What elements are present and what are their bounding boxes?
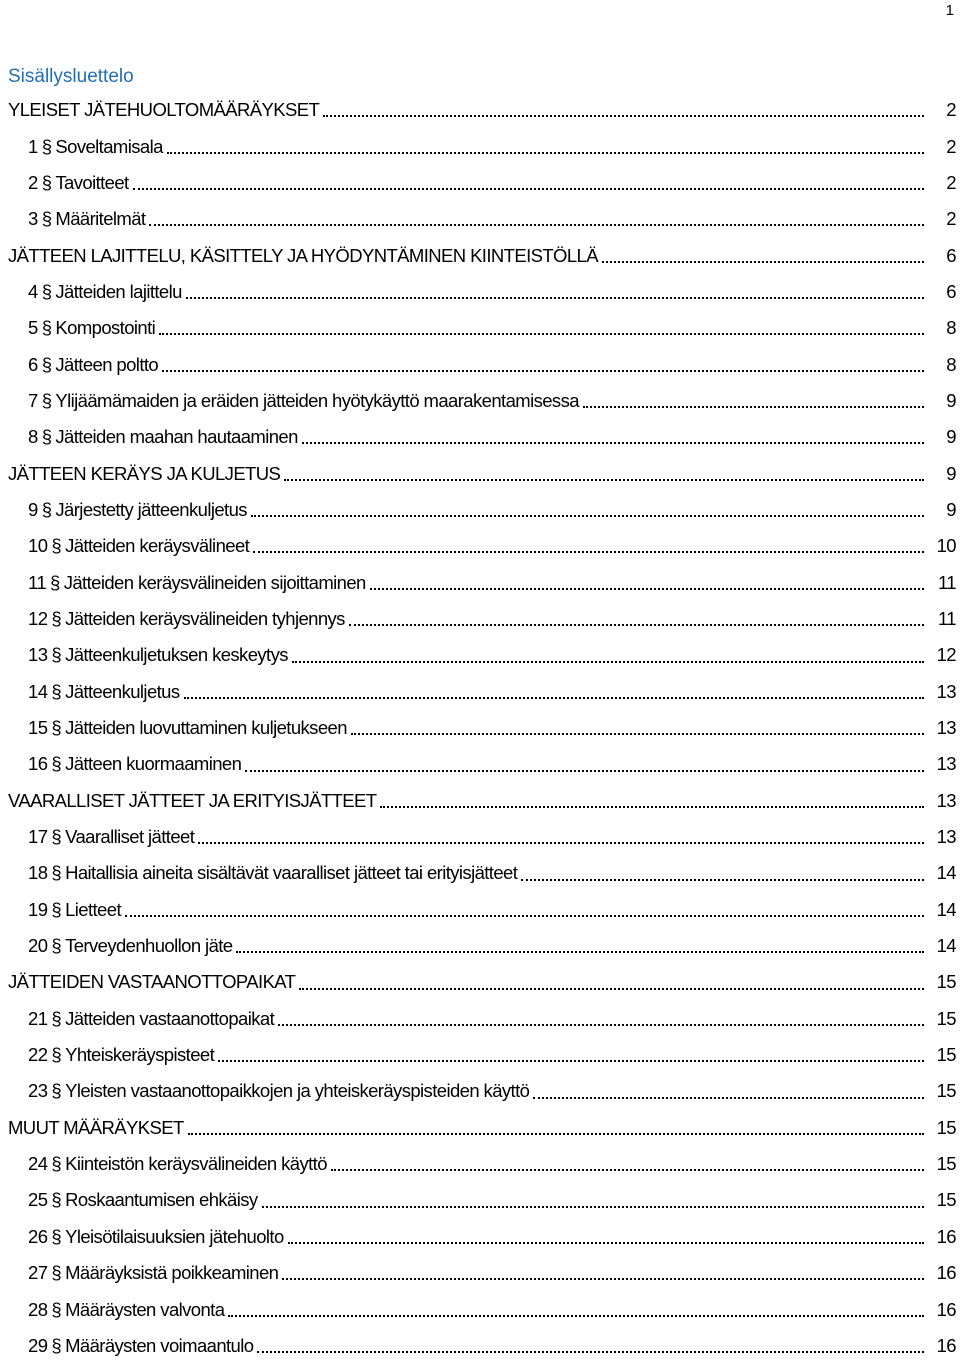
toc-entry-number: 4 bbox=[28, 280, 38, 302]
toc-entry-text bbox=[28, 899, 123, 921]
toc-entry[interactable] bbox=[0, 746, 960, 782]
toc-entry-text bbox=[8, 790, 378, 812]
toc-entry-text bbox=[28, 1189, 260, 1211]
toc-entry[interactable] bbox=[0, 710, 960, 746]
dot-leader bbox=[349, 624, 924, 626]
toc-entry-label: VAARALLISET JÄTTEET JA ERITYISJÄTTEET bbox=[8, 789, 377, 811]
toc-entry[interactable] bbox=[0, 892, 960, 928]
toc-entry-number: 29 bbox=[28, 1334, 48, 1356]
dot-leader bbox=[188, 1133, 924, 1135]
section-symbol: § bbox=[51, 898, 62, 920]
toc-entry-label: Jätteiden keräysvälineiden sijoittaminen bbox=[63, 571, 366, 593]
toc-entry-label: Jätteiden lajittelu bbox=[55, 280, 182, 302]
dot-leader bbox=[245, 770, 924, 772]
toc-entry-label: Jätteiden vastaanottopaikat bbox=[65, 1007, 275, 1029]
toc-entry-number: 23 bbox=[28, 1080, 48, 1102]
toc-entry-label: Kompostointi bbox=[55, 317, 156, 339]
toc-page-number: 13 bbox=[936, 753, 956, 775]
toc-entry[interactable] bbox=[0, 310, 960, 346]
toc-entry-label: Kiinteistön keräysvälineiden käyttö bbox=[65, 1153, 327, 1175]
toc-entry-text bbox=[28, 390, 581, 412]
toc-page-number: 13 bbox=[936, 680, 956, 702]
dot-leader bbox=[602, 261, 924, 263]
section-symbol: § bbox=[50, 571, 60, 593]
dot-leader bbox=[159, 333, 924, 335]
dot-leader bbox=[521, 879, 924, 881]
toc-page-number: 2 bbox=[946, 171, 956, 193]
toc-entry-label: JÄTTEEN KERÄYS JA KULJETUS bbox=[8, 462, 281, 484]
section-symbol: § bbox=[41, 171, 52, 193]
toc-entry-label: Yleisötilaisuuksien jätehuolto bbox=[65, 1225, 284, 1247]
dot-leader bbox=[125, 915, 924, 917]
toc-entry-label: Jätteen kuormaaminen bbox=[65, 753, 242, 775]
toc-entry-label: Yhteiskeräyspisteet bbox=[65, 1044, 215, 1066]
toc-entry-number: 2 bbox=[28, 171, 38, 193]
toc-entry-label: Jätteiden keräysvälineiden tyhjennys bbox=[65, 607, 345, 629]
toc-entry[interactable] bbox=[0, 564, 960, 600]
toc-entry[interactable] bbox=[0, 1219, 960, 1255]
toc-page-number: 9 bbox=[946, 426, 956, 448]
toc-entry-text bbox=[8, 245, 600, 267]
toc-entry-text bbox=[28, 1080, 531, 1102]
toc-page-number: 14 bbox=[936, 862, 956, 884]
section-symbol: § bbox=[51, 535, 62, 557]
toc-entry-label: Roskaantumisen ehkäisy bbox=[65, 1189, 258, 1211]
toc-entry-label: Jätteiden maahan hautaaminen bbox=[55, 426, 298, 448]
toc-entry[interactable] bbox=[0, 1328, 960, 1364]
section-symbol: § bbox=[41, 389, 52, 411]
toc-entry-label: JÄTTEEN LAJITTELU, KÄSITTELY JA HYÖDYNTÄMINEN KIINTEISTÖLLÄ bbox=[8, 244, 598, 266]
toc-entry-text bbox=[28, 1335, 255, 1357]
toc-entry[interactable] bbox=[0, 383, 960, 419]
toc-entry-number: 3 bbox=[28, 208, 38, 230]
toc-page-number: 2 bbox=[946, 99, 956, 121]
toc-page-number: 8 bbox=[946, 353, 956, 375]
toc-entry-label: Yleisten vastaanottopaikkojen ja yhteiskeräyspisteiden käyttö bbox=[65, 1080, 530, 1102]
toc-page-number: 15 bbox=[936, 1007, 956, 1029]
toc-entry-text bbox=[28, 426, 300, 448]
table-of-contents bbox=[0, 92, 960, 1364]
toc-entry-number: 5 bbox=[28, 317, 38, 339]
section-symbol: § bbox=[51, 1298, 62, 1320]
toc-page-number: 9 bbox=[946, 462, 956, 484]
toc-entry-label: Ylijäämämaiden ja eräiden jätteiden hyötykäyttö maarakentamisessa bbox=[55, 389, 579, 411]
dot-leader bbox=[251, 515, 924, 517]
toc-entry-text bbox=[28, 572, 368, 594]
toc-entry[interactable] bbox=[0, 1037, 960, 1073]
toc-entry-number: 12 bbox=[28, 607, 48, 629]
toc-entry-label: Lietteet bbox=[65, 898, 121, 920]
dot-leader bbox=[533, 1097, 924, 1099]
toc-page-number: 15 bbox=[936, 1116, 956, 1138]
toc-entry[interactable] bbox=[0, 528, 960, 564]
toc-entry-number: 13 bbox=[28, 644, 48, 666]
toc-entry-text bbox=[28, 608, 347, 630]
toc-entry[interactable] bbox=[0, 1255, 960, 1291]
section-symbol: § bbox=[41, 317, 52, 339]
toc-entry-text bbox=[8, 1117, 186, 1139]
toc-entry[interactable] bbox=[0, 1146, 960, 1182]
toc-entry[interactable] bbox=[0, 128, 960, 164]
dot-leader bbox=[351, 733, 924, 735]
section-symbol: § bbox=[41, 280, 52, 302]
toc-entry-text bbox=[28, 354, 160, 376]
dot-leader bbox=[218, 1060, 924, 1062]
toc-entry-text bbox=[28, 1008, 276, 1030]
toc-entry-number: 18 bbox=[28, 862, 48, 884]
toc-page-number: 14 bbox=[936, 898, 956, 920]
toc-page-number: 14 bbox=[936, 935, 956, 957]
toc-page-number: 6 bbox=[946, 280, 956, 302]
toc-page-number: 15 bbox=[936, 1044, 956, 1066]
dot-leader bbox=[257, 1351, 924, 1353]
toc-page-number: 6 bbox=[946, 244, 956, 266]
toc-entry-number: 10 bbox=[28, 535, 48, 557]
toc-entry[interactable] bbox=[0, 492, 960, 528]
toc-entry-number: 27 bbox=[28, 1262, 48, 1284]
toc-entry[interactable] bbox=[0, 1291, 960, 1327]
toc-entry-label: Jätteenkuljetuksen keskeytys bbox=[65, 644, 288, 666]
toc-page-number: 15 bbox=[936, 1189, 956, 1211]
toc-entry-number: 19 bbox=[28, 898, 48, 920]
toc-page-number: 8 bbox=[946, 317, 956, 339]
toc-entry-text bbox=[28, 281, 184, 303]
toc-entry-number: 11 bbox=[28, 571, 47, 593]
dot-leader bbox=[323, 115, 924, 117]
toc-entry-label: Jätteenkuljetus bbox=[65, 680, 180, 702]
toc-entry-text bbox=[28, 499, 249, 521]
page-number: 1 bbox=[945, 2, 954, 19]
toc-entry-text bbox=[28, 136, 165, 158]
dot-leader bbox=[278, 1024, 924, 1026]
toc-entry-number: 16 bbox=[28, 753, 48, 775]
toc-entry-label: Vaaralliset jätteet bbox=[65, 826, 195, 848]
toc-page-number: 2 bbox=[946, 208, 956, 230]
toc-entry-text bbox=[28, 753, 243, 775]
toc-entry-text bbox=[28, 717, 349, 739]
toc-entry-label: Jätteiden keräysvälineet bbox=[65, 535, 250, 557]
dot-leader bbox=[282, 1278, 924, 1280]
toc-entry-number: 8 bbox=[28, 426, 38, 448]
toc-entry[interactable] bbox=[0, 1073, 960, 1109]
dot-leader bbox=[302, 442, 924, 444]
toc-entry[interactable] bbox=[0, 601, 960, 637]
dot-leader bbox=[133, 188, 924, 190]
section-symbol: § bbox=[51, 862, 62, 884]
toc-entry-text bbox=[28, 208, 147, 230]
toc-entry-label: YLEISET JÄTEHUOLTOMÄÄRÄYKSET bbox=[8, 99, 320, 121]
toc-entry-label: Määräyksistä poikkeaminen bbox=[65, 1262, 279, 1284]
toc-page-number: 11 bbox=[937, 571, 956, 593]
section-symbol: § bbox=[51, 1080, 62, 1102]
section-symbol: § bbox=[51, 1044, 62, 1066]
toc-entry-text bbox=[28, 826, 196, 848]
toc-page-number: 16 bbox=[936, 1225, 956, 1247]
dot-leader bbox=[228, 1315, 924, 1317]
dot-leader bbox=[370, 588, 924, 590]
toc-entry-text bbox=[28, 935, 234, 957]
toc-section-heading[interactable] bbox=[0, 964, 960, 1000]
dot-leader bbox=[167, 152, 924, 154]
toc-entry-number: 20 bbox=[28, 935, 48, 957]
dot-leader bbox=[262, 1206, 924, 1208]
section-symbol: § bbox=[41, 498, 52, 520]
toc-page-number: 9 bbox=[946, 498, 956, 520]
dot-leader bbox=[186, 297, 924, 299]
toc-entry-text bbox=[28, 535, 251, 557]
toc-entry[interactable] bbox=[0, 637, 960, 673]
toc-page-number: 13 bbox=[936, 717, 956, 739]
toc-entry[interactable] bbox=[0, 928, 960, 964]
dot-leader bbox=[292, 661, 924, 663]
toc-section-heading[interactable] bbox=[0, 92, 960, 128]
toc-section-heading[interactable] bbox=[0, 1110, 960, 1146]
toc-page-number: 13 bbox=[936, 789, 956, 811]
toc-entry-text bbox=[8, 971, 297, 993]
toc-page-number: 13 bbox=[936, 826, 956, 848]
dot-leader bbox=[198, 842, 924, 844]
toc-entry-number: 28 bbox=[28, 1298, 48, 1320]
dot-leader bbox=[288, 1242, 924, 1244]
toc-entry-text bbox=[28, 1044, 216, 1066]
toc-page-number: 16 bbox=[936, 1262, 956, 1284]
toc-entry[interactable] bbox=[0, 419, 960, 455]
toc-entry-label: JÄTTEIDEN VASTAANOTTOPAIKAT bbox=[8, 971, 296, 993]
toc-section-heading[interactable] bbox=[0, 237, 960, 273]
toc-entry-number: 15 bbox=[28, 717, 48, 739]
dot-leader bbox=[253, 551, 924, 553]
dot-leader bbox=[380, 806, 924, 808]
section-symbol: § bbox=[51, 1262, 62, 1284]
toc-entry[interactable] bbox=[0, 346, 960, 382]
dot-leader bbox=[162, 370, 924, 372]
section-symbol: § bbox=[51, 1225, 62, 1247]
toc-entry[interactable] bbox=[0, 674, 960, 710]
toc-entry-number: 9 bbox=[28, 498, 38, 520]
section-symbol: § bbox=[51, 1153, 62, 1175]
section-symbol: § bbox=[51, 1007, 62, 1029]
toc-entry-number: 26 bbox=[28, 1225, 48, 1247]
toc-entry[interactable] bbox=[0, 855, 960, 891]
toc-entry-label: Jätteen poltto bbox=[55, 353, 159, 375]
toc-page-number: 15 bbox=[936, 1153, 956, 1175]
toc-entry[interactable] bbox=[0, 201, 960, 237]
toc-page-number: 16 bbox=[936, 1298, 956, 1320]
toc-entry-text bbox=[8, 463, 282, 485]
toc-entry[interactable] bbox=[0, 1182, 960, 1218]
toc-entry[interactable] bbox=[0, 274, 960, 310]
section-symbol: § bbox=[41, 208, 52, 230]
section-symbol: § bbox=[51, 826, 62, 848]
dot-leader bbox=[284, 479, 924, 481]
toc-entry-text bbox=[28, 172, 131, 194]
dot-leader bbox=[149, 224, 924, 226]
section-symbol: § bbox=[41, 135, 52, 157]
toc-entry-label: Soveltamisala bbox=[55, 135, 163, 157]
toc-entry-text bbox=[28, 862, 519, 884]
section-symbol: § bbox=[51, 1189, 62, 1211]
toc-entry-number: 21 bbox=[28, 1007, 48, 1029]
toc-entry-number: 7 bbox=[28, 389, 38, 411]
toc-page-number: 11 bbox=[937, 607, 956, 629]
dot-leader bbox=[583, 406, 924, 408]
toc-entry-label: Terveydenhuollon jäte bbox=[65, 935, 233, 957]
toc-entry-number: 6 bbox=[28, 353, 38, 375]
toc-page-number: 15 bbox=[936, 1080, 956, 1102]
toc-title: Sisällysluettelo bbox=[8, 66, 134, 87]
toc-entry-text bbox=[28, 1299, 226, 1321]
toc-section-heading[interactable] bbox=[0, 455, 960, 491]
toc-entry-label: Haitallisia aineita sisältävät vaaralliset jätteet tai erityisjätteet bbox=[65, 862, 518, 884]
toc-entry-number: 17 bbox=[28, 826, 48, 848]
section-symbol: § bbox=[51, 607, 62, 629]
dot-leader bbox=[331, 1169, 924, 1171]
toc-entry-text bbox=[8, 99, 321, 121]
toc-entry-text bbox=[28, 1153, 329, 1175]
section-symbol: § bbox=[51, 1334, 62, 1356]
toc-entry-label: Järjestetty jätteenkuljetus bbox=[55, 498, 247, 520]
dot-leader bbox=[236, 951, 924, 953]
toc-entry-number: 22 bbox=[28, 1044, 48, 1066]
toc-entry-label: Tavoitteet bbox=[55, 171, 129, 193]
toc-page-number: 16 bbox=[936, 1334, 956, 1356]
toc-entry-label: Määritelmät bbox=[55, 208, 146, 230]
toc-section-heading[interactable] bbox=[0, 783, 960, 819]
section-symbol: § bbox=[41, 426, 52, 448]
section-symbol: § bbox=[51, 717, 62, 739]
toc-entry-number: 14 bbox=[28, 680, 48, 702]
toc-entry-label: Määräysten voimaantulo bbox=[65, 1334, 254, 1356]
toc-entry-number: 24 bbox=[28, 1153, 48, 1175]
toc-page-number: 12 bbox=[936, 644, 956, 666]
dot-leader bbox=[184, 697, 924, 699]
section-symbol: § bbox=[51, 753, 62, 775]
toc-entry-text bbox=[28, 1262, 280, 1284]
toc-entry-label: Jätteiden luovuttaminen kuljetukseen bbox=[65, 717, 347, 739]
toc-page-number: 9 bbox=[946, 389, 956, 411]
section-symbol: § bbox=[41, 353, 52, 375]
toc-entry[interactable] bbox=[0, 819, 960, 855]
dot-leader bbox=[299, 988, 924, 990]
section-symbol: § bbox=[51, 644, 62, 666]
toc-page-number: 15 bbox=[936, 971, 956, 993]
toc-entry-label: Määräysten valvonta bbox=[65, 1298, 225, 1320]
toc-entry[interactable] bbox=[0, 1001, 960, 1037]
section-symbol: § bbox=[51, 935, 62, 957]
toc-entry-text bbox=[28, 681, 182, 703]
toc-entry-number: 1 bbox=[28, 135, 38, 157]
toc-entry-text bbox=[28, 317, 157, 339]
toc-page-number: 2 bbox=[946, 135, 956, 157]
toc-page-number: 10 bbox=[936, 535, 956, 557]
toc-entry-number: 25 bbox=[28, 1189, 48, 1211]
toc-entry-text bbox=[28, 644, 290, 666]
toc-entry-text bbox=[28, 1226, 286, 1248]
section-symbol: § bbox=[51, 680, 62, 702]
toc-entry[interactable] bbox=[0, 165, 960, 201]
toc-entry-label: MUUT MÄÄRÄYKSET bbox=[8, 1116, 184, 1138]
